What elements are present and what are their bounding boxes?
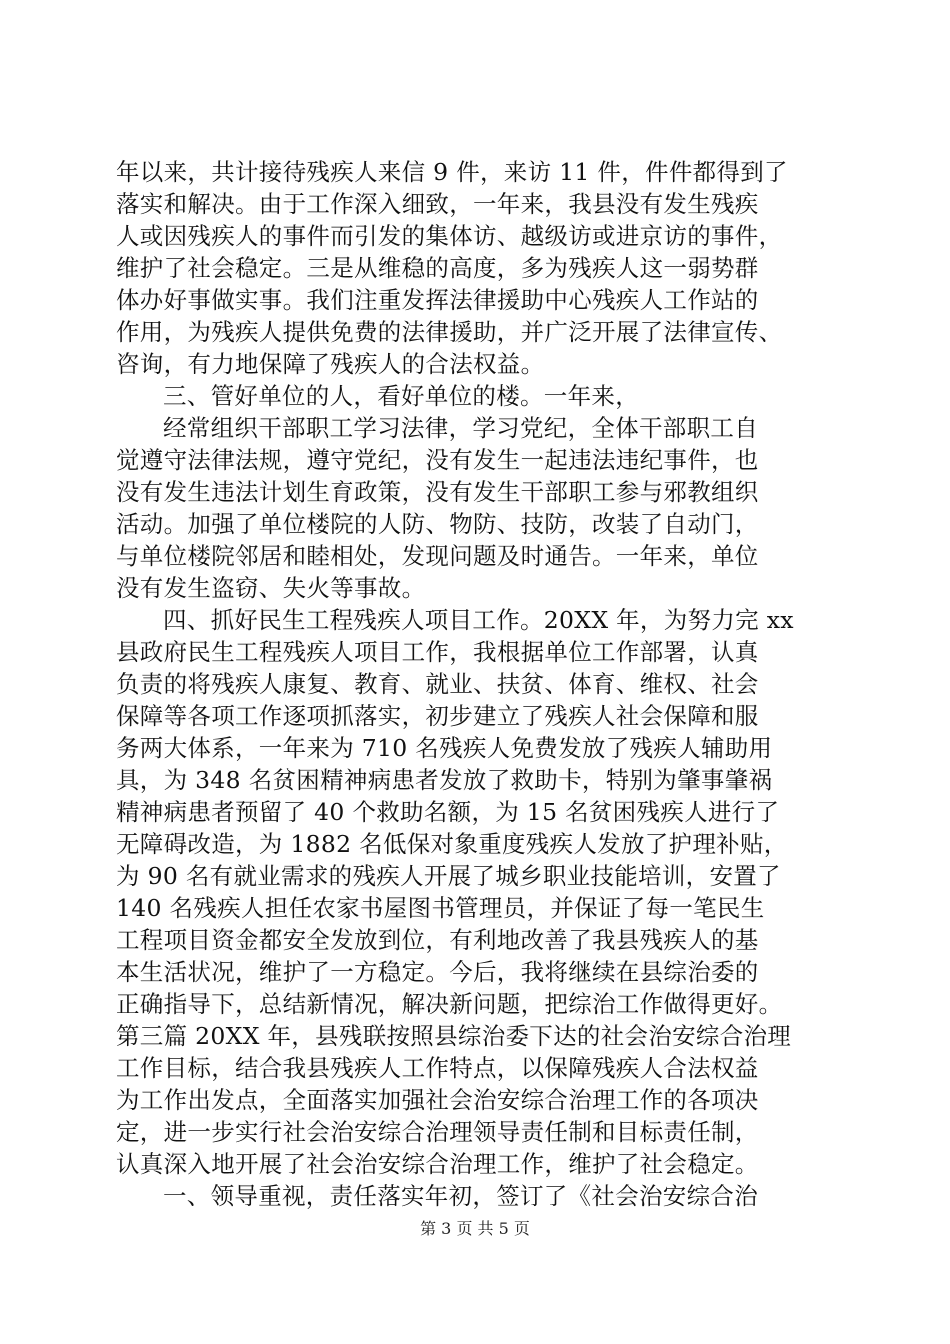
text-line: 体办好事做实事。我们注重发挥法律援助中心残疾人工作站的 — [116, 286, 759, 314]
text-line: 工作目标，结合我县残疾人工作特点，以保障残疾人合法权益 — [116, 1054, 759, 1082]
text-line: 活动。加强了单位楼院的人防、物防、技防，改装了自动门， — [116, 510, 759, 538]
text-line: 维护了社会稳定。三是从维稳的高度，多为残疾人这一弱势群 — [116, 254, 759, 282]
text-line: 负责的将残疾人康复、教育、就业、扶贫、体育、维权、社会 — [116, 670, 759, 698]
text-line: 具，为 348 名贫困精神病患者发放了救助卡，特别为肇事肇祸 — [116, 766, 773, 794]
text-line: 为工作出发点，全面落实加强社会治安综合治理工作的各项决 — [116, 1086, 759, 1114]
text-line: 定，进一步实行社会治安综合治理领导责任制和目标责任制， — [116, 1118, 759, 1146]
text-line: 年以来，共计接待残疾人来信 9 件，来访 11 件，件件都得到了 — [116, 158, 788, 186]
text-line: 县政府民生工程残疾人项目工作，我根据单位工作部署，认真 — [116, 638, 759, 666]
text-line: 三、管好单位的人，看好单位的楼。一年来， — [163, 382, 639, 410]
text-line: 人或因残疾人的事件而引发的集体访、越级访或进京访的事件， — [116, 222, 783, 250]
text-line: 为 90 名有就业需求的残疾人开展了城乡职业技能培训，安置了 — [116, 862, 781, 890]
text-line: 觉遵守法律法规，遵守党纪，没有发生一起违法违纪事件，也 — [116, 446, 759, 474]
text-line: 经常组织干部职工学习法律，学习党纪，全体干部职工自 — [163, 414, 758, 442]
text-line: 一、领导重视，责任落实年初，签订了《社会治安综合治 — [163, 1182, 758, 1210]
text-line: 落实和解决。由于工作深入细致，一年来，我县没有发生残疾 — [116, 190, 759, 218]
body-text — [116, 156, 836, 1212]
text-line: 作用，为残疾人提供免费的法律援助，并广泛开展了法律宣传、 — [116, 318, 783, 346]
text-line: 精神病患者预留了 40 个救助名额，为 15 名贫困残疾人进行了 — [116, 798, 780, 826]
text-line: 第三篇 20XX 年，县残联按照县综治委下达的社会治安综合治理 — [116, 1022, 792, 1050]
page-number-footer: 第 3 页 共 5 页 — [420, 1219, 530, 1238]
text-line: 认真深入地开展了社会治安综合治理工作，维护了社会稳定。 — [116, 1150, 759, 1178]
text-line: 无障碍改造，为 1882 名低保对象重度残疾人发放了护理补贴， — [116, 830, 788, 858]
text-line: 没有发生违法计划生育政策，没有发生干部职工参与邪教组织 — [116, 478, 759, 506]
text-line: 咨询，有力地保障了残疾人的合法权益。 — [116, 350, 545, 378]
text-line: 保障等各项工作逐项抓落实，初步建立了残疾人社会保障和服 — [116, 702, 759, 730]
text-line: 正确指导下，总结新情况，解决新问题，把综治工作做得更好。 — [116, 990, 783, 1018]
text-line: 本生活状况，维护了一方稳定。今后，我将继续在县综治委的 — [116, 958, 759, 986]
text-line: 务两大体系，一年来为 710 名残疾人免费发放了残疾人辅助用 — [116, 734, 773, 762]
text-line: 工程项目资金都安全发放到位，有利地改善了我县残疾人的基 — [116, 926, 759, 954]
text-line: 四、抓好民生工程残疾人项目工作。20XX 年，为努力完 xx — [163, 606, 794, 634]
text-line: 与单位楼院邻居和睦相处，发现问题及时通告。一年来，单位 — [116, 542, 759, 570]
text-line: 140 名残疾人担任农家书屋图书管理员，并保证了每一笔民生 — [116, 894, 765, 922]
text-line: 没有发生盗窃、失火等事故。 — [116, 574, 426, 602]
